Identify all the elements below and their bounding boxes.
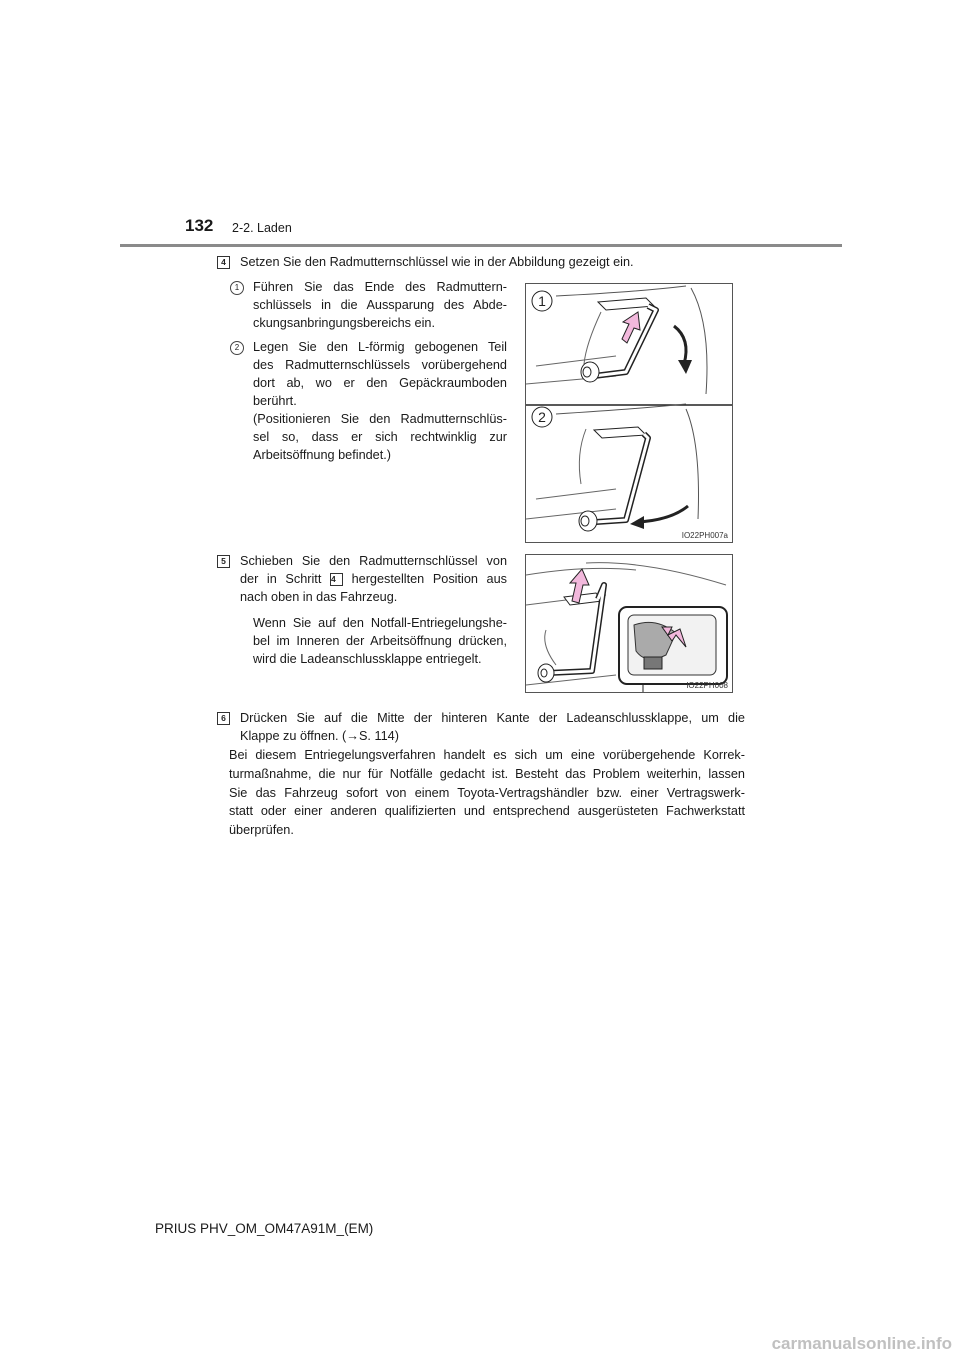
text-line: Sie das Fahrzeug sofort von einem Toyota-Vertragshändler bzw. einer Vertragswerk- [229,785,745,800]
text-line: nach oben in das Fahrzeug. [240,590,398,604]
text-line: (Positionieren Sie den Radmutternschlüs- [253,412,507,426]
text-line: Klappe zu öffnen. (→S. 114) [240,729,399,743]
header-rule [120,244,842,247]
figure-label-2: 2 [538,409,546,425]
text-line: Bei diesem Entriegelungsverfahren handelt es sich um eine vorübergehende Korrek- [229,748,745,762]
step-5-note [253,614,507,668]
text-line: Schieben Sie den Radmutternschlüssel von [240,554,507,568]
step-reference-4: 4 [330,573,343,586]
text-line: schlüssels in die Aussparung des Abde- [253,298,507,312]
text-line [240,570,507,588]
text-line: turmaßnahme, die nur für Notfälle gedacht ist. Besteht das Problem weiterhin, lassen [229,766,745,781]
illustration-wrench-insert [525,283,733,543]
substep-2-text [253,338,507,464]
text-line: Arbeitsöffnung befindet.) [253,448,392,462]
text-line: statt oder einer anderen qualifizierten und entsprechend ausgerüsteten Fachwerkstatt [229,804,745,819]
text-line: Führen Sie das Ende des Radmuttern- [253,280,507,294]
step-number-5: 5 [217,555,230,568]
text-line: dort ab, wo er den Gepäckraumboden [253,376,507,390]
figure-code: IO22PH008 [686,681,728,690]
text-line: sel so, dass er sich rechtwinklig zur [253,430,507,444]
step-4-text: Setzen Sie den Radmutternschlüssel wie in der Abbildung gezeigt ein. [240,255,634,269]
substep-number-2: 2 [230,341,244,355]
section-title: 2-2. Laden [232,221,292,235]
step-5-text [240,552,507,606]
step-number-4: 4 [217,256,230,269]
substep-1-text [253,278,507,332]
footer-document-code: PRIUS PHV_OM_OM47A91M_(EM) [155,1221,374,1236]
text-line: überprüfen. [229,823,294,838]
text-line: des Radmutternschlüssels vorübergehend [253,358,507,372]
figure-label-1: 1 [538,293,546,309]
step-number-6: 6 [217,712,230,725]
text-line: Drücken Sie auf die Mitte der hinteren Kante der Ladeanschlussklappe, um die [240,711,745,725]
page-number: 132 [185,216,214,235]
text-line: wird die Ladeanschlussklappe entriegelt. [253,652,482,666]
text-fragment: der in Schritt [240,572,322,586]
text-line: berührt. [253,394,297,408]
wrench-insert-drawing [526,284,732,542]
note-paragraph [229,746,745,840]
release-lever-drawing [526,555,732,692]
step-6-text [240,709,745,745]
text-line: Legen Sie den L-förmig gebogenen Teil [253,340,507,354]
text-line: ckungsanbringungsbereichs ein. [253,316,435,330]
figure-code: IO22PH007a [681,531,728,540]
watermark: carmanualsonline.info [771,1334,952,1353]
text-line: bel im Inneren der Arbeitsöffnung drücken, [253,634,507,648]
text-fragment: hergestellten Position aus [351,572,508,586]
illustration-release-lever [525,554,733,693]
text-line: Wenn Sie auf den Notfall-Entriegelungshe- [253,616,507,630]
substep-number-1: 1 [230,281,244,295]
